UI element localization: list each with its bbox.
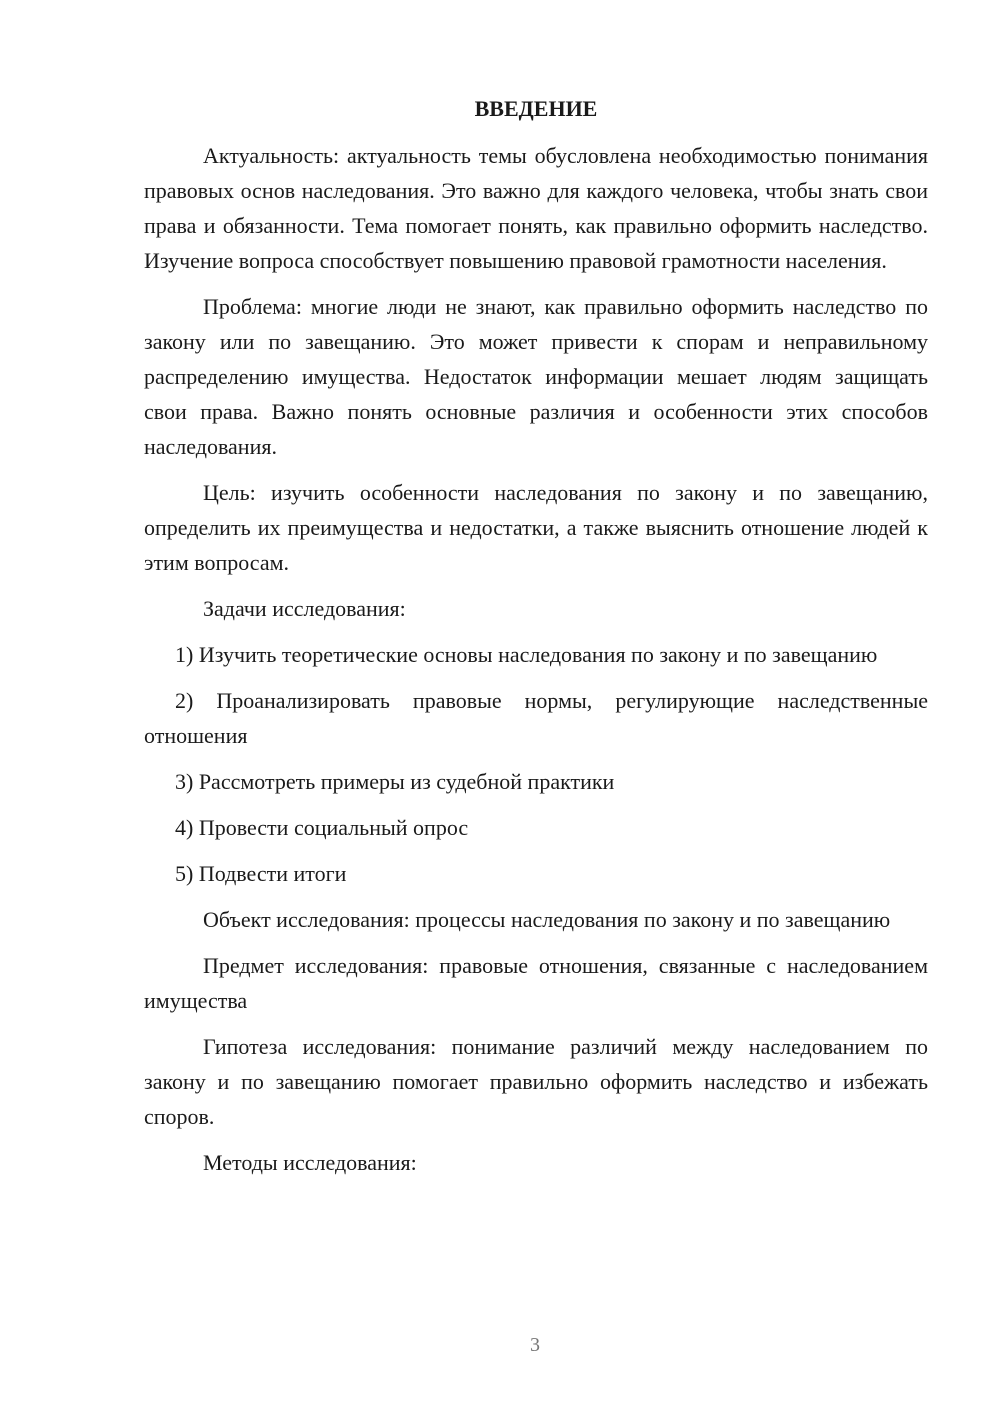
goal-paragraph: Цель: изучить особенности наследования по закону и по завещанию, определить их преимущества и недостатки, а также выяснить отношение людей к этим вопросам. xyxy=(144,480,928,575)
relevance-paragraph: Актуальность: актуальность темы обусловлена необходимостью понимания правовых основ наследования. Это важно для каждого человека, чтобы знать свои права и обязанности. Тема помогает понять, как правильно оформить наследство. Изучение вопроса способствует повышению правовой грамотности населения. xyxy=(144,143,928,273)
task-item: 1) Изучить теоретические основы наследования по закону и по завещанию xyxy=(175,642,878,667)
problem-paragraph: Проблема: многие люди не знают, как правильно оформить наследство по закону или по завещанию. Это может привести к спорам и неправильному распределению имущества. Недостаток информации мешает людям защищать свои права. Важно понять основные различия и особенности этих способов наследования. xyxy=(144,294,928,459)
object-paragraph: Объект исследования: процессы наследования по закону и по завещанию xyxy=(203,907,891,932)
tasks-title: Задачи исследования: xyxy=(203,596,406,621)
hypothesis-paragraph: Гипотеза исследования: понимание различий между наследованием по закону и по завещанию помогает правильно оформить наследство и избежать споров. xyxy=(144,1034,928,1129)
page-number: 3 xyxy=(530,1334,540,1356)
task-item: 4) Провести социальный опрос xyxy=(175,815,469,840)
task-item: 2) Проанализировать правовые нормы, регулирующие наследственные отношения xyxy=(144,688,928,748)
page-content xyxy=(144,92,928,1191)
subject-paragraph: Предмет исследования: правовые отношения, связанные с наследованием имущества xyxy=(144,953,928,1013)
section-heading: ВВЕДЕНИЕ xyxy=(474,96,598,121)
task-item: 3) Рассмотреть примеры из судебной практики xyxy=(175,769,615,794)
task-item: 5) Подвести итоги xyxy=(175,861,347,886)
methods-title: Методы исследования: xyxy=(203,1150,417,1175)
